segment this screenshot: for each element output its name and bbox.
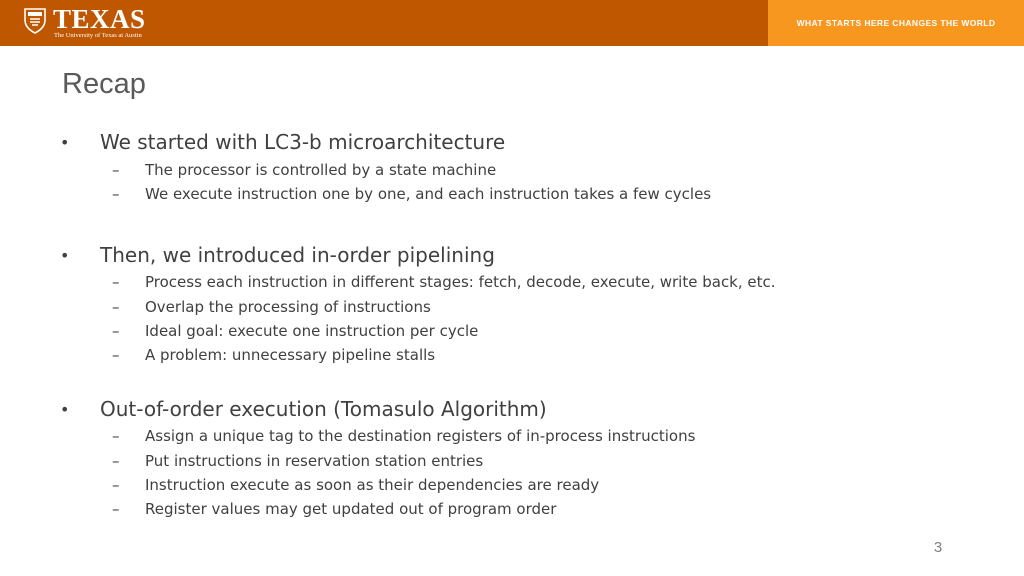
logo-wordmark: TEXAS: [53, 4, 146, 34]
sub-bullet-text: Overlap the processing of instructions: [145, 298, 431, 316]
bullet-text: Out-of-order execution (Tomasulo Algorithm): [100, 397, 547, 421]
sub-bullet-marker: –: [112, 185, 120, 203]
bullet-marker: •: [60, 133, 70, 152]
sub-bullet-text: Instruction execute as soon as their dependencies are ready: [145, 476, 600, 494]
sub-bullet-marker: –: [112, 346, 120, 364]
bullet-text: Then, we introduced in-order pipelining: [100, 243, 495, 267]
sub-bullet-text: Process each instruction in different stages: fetch, decode, execute, write back, etc.: [145, 273, 776, 291]
sub-bullet-marker: –: [112, 161, 120, 179]
sub-bullet-text: A problem: unnecessary pipeline stalls: [145, 346, 436, 364]
page-number: 3: [933, 539, 943, 556]
sub-bullet-marker: –: [112, 427, 120, 445]
sub-bullet-marker: –: [112, 452, 120, 470]
bullet-text: We started with LC3-b microarchitecture: [100, 130, 506, 154]
sub-bullet-text: Put instructions in reservation station entries: [145, 452, 484, 470]
sub-bullet-text: We execute instruction one by one, and each instruction takes a few cycles: [145, 185, 712, 203]
logo-subtitle: The University of Texas at Austin: [54, 32, 142, 39]
sub-bullet-marker: –: [112, 322, 120, 340]
sub-bullet-marker: –: [112, 298, 120, 316]
sub-bullet-text: The processor is controlled by a state machine: [145, 161, 497, 179]
sub-bullet-text: Ideal goal: execute one instruction per cycle: [145, 322, 479, 340]
slide-title: Recap: [62, 68, 146, 100]
sub-bullet-text: Register values may get updated out of program order: [145, 500, 557, 518]
bullet-marker: •: [60, 400, 70, 419]
sub-bullet-text: Assign a unique tag to the destination registers of in-process instructions: [145, 427, 696, 445]
tagline: WHAT STARTS HERE CHANGES THE WORLD: [796, 18, 996, 28]
sub-bullet-marker: –: [112, 273, 120, 291]
sub-bullet-marker: –: [112, 476, 120, 494]
shield-icon: [24, 8, 46, 34]
sub-bullet-marker: –: [112, 500, 120, 518]
bullet-marker: •: [60, 246, 70, 265]
